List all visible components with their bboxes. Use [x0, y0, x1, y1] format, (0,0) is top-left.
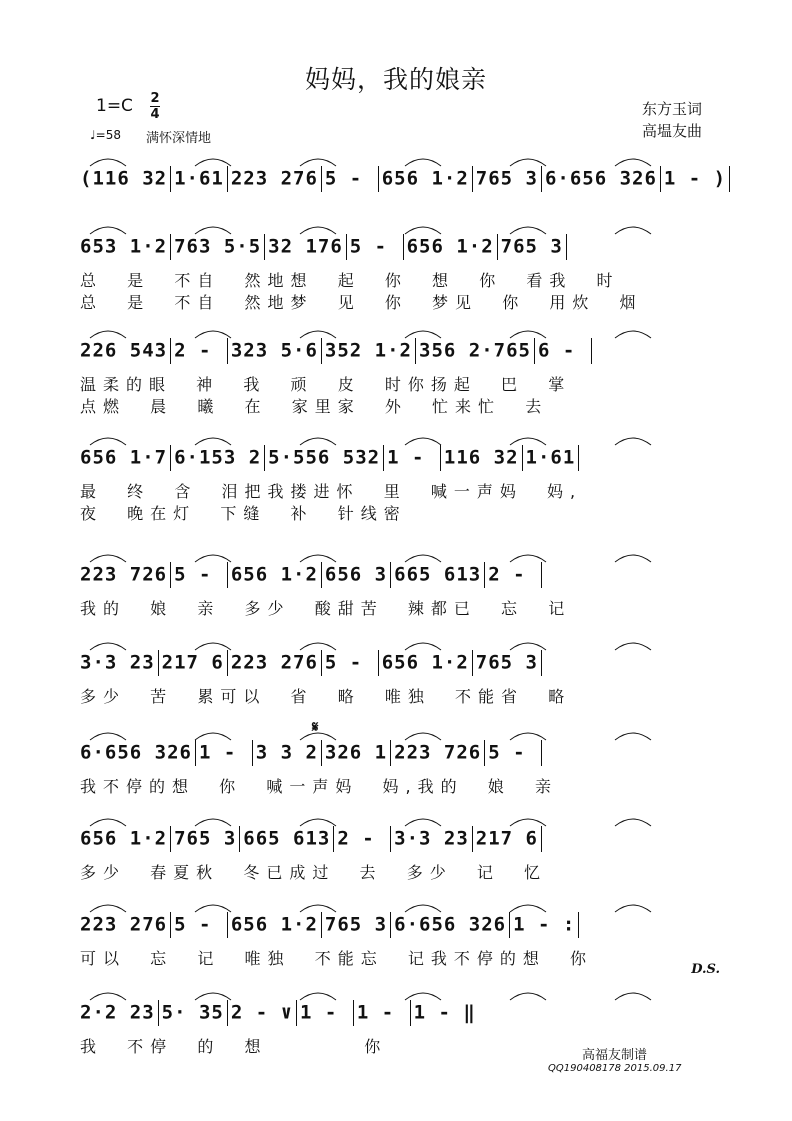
barline	[390, 826, 391, 852]
barline	[472, 650, 473, 676]
slur-arc	[615, 159, 651, 166]
time-signature	[150, 92, 160, 121]
barline	[333, 826, 334, 852]
lyricist-credit: 东方玉词	[641, 100, 702, 118]
jianpu-notes	[80, 740, 545, 766]
barline	[566, 234, 567, 260]
lyric-line: 多少 春夏秋 冬已成过 去 多少 记 忆	[80, 863, 548, 882]
measure: 656 1·2	[406, 235, 494, 258]
barline	[440, 445, 441, 471]
slur-arc	[90, 159, 126, 166]
barline	[321, 338, 322, 364]
barline	[378, 166, 379, 192]
barline	[321, 562, 322, 588]
measure: 223 276	[80, 913, 168, 936]
measure: 1 - :	[513, 913, 576, 936]
measure: 2 -	[337, 827, 388, 850]
segno-sign: 𝄋	[312, 718, 319, 736]
barline	[346, 234, 347, 260]
measure: 5 -	[488, 741, 538, 764]
measure: 656 1·2	[230, 563, 318, 586]
measure: 32 176	[268, 235, 343, 258]
lyric-line: 最 终 含 泪把我搂进怀 里 喊一声妈 妈,	[80, 482, 583, 501]
measure: 765 3	[475, 651, 538, 674]
barline	[403, 234, 404, 260]
barline	[195, 740, 196, 766]
measure: 2·2 23	[80, 1001, 155, 1024]
time-signature-bottom: 4	[150, 107, 160, 122]
lyric-line: 可以 忘 记 唯独 不能忘 记我不停的想 你	[80, 949, 594, 968]
barline	[170, 234, 171, 260]
measure: 217 6	[475, 827, 538, 850]
slur-arc	[90, 555, 126, 562]
slur-arc	[90, 733, 126, 740]
slur-arc	[300, 159, 336, 166]
slur-arc	[615, 819, 651, 826]
barline	[321, 740, 322, 766]
measure: 5·556 532	[268, 446, 381, 469]
measure: 765 3	[174, 827, 237, 850]
measure: 1 - ‖	[413, 1001, 476, 1024]
measure: 665 613	[243, 827, 331, 850]
measure: 217 6	[161, 651, 224, 674]
measure: 656 1·2	[230, 913, 318, 936]
slur-arc	[300, 331, 336, 338]
slur-arc	[405, 438, 441, 445]
barline	[227, 562, 228, 588]
slur-arc	[405, 993, 441, 1000]
slur-arc	[510, 438, 546, 445]
slur-arc	[615, 331, 651, 338]
slur-arc	[615, 905, 651, 912]
measure: 223 276	[230, 167, 318, 190]
lyric-line: 我不停的想 你 喊一声妈 妈,我的 娘 亲	[80, 777, 558, 796]
tempo-marking: ♩=58	[90, 128, 121, 142]
measure: 6·656 326	[544, 167, 657, 190]
measure: 1 -	[387, 446, 437, 469]
barline	[170, 562, 171, 588]
lyric-line: 多少 苦 累可以 省 略 唯独 不能省 略	[80, 687, 572, 706]
jianpu-notes	[80, 912, 582, 938]
measure: 226 543	[80, 339, 168, 362]
barline	[321, 166, 322, 192]
jianpu-notes	[80, 338, 595, 364]
barline	[264, 445, 265, 471]
barline	[158, 1000, 159, 1026]
measure: 3 3 2	[255, 741, 318, 764]
measure: 5 -	[324, 651, 375, 674]
measure: 5 -	[174, 913, 224, 936]
slur-arc	[300, 993, 336, 1000]
jianpu-notes	[80, 234, 570, 260]
slur-arc	[300, 438, 336, 445]
barline	[591, 338, 592, 364]
lyric-line: 我 不停 的 想 你	[80, 1037, 388, 1056]
slur-arc	[300, 643, 336, 650]
measure: 656 1·7	[80, 446, 168, 469]
slur-arc	[195, 331, 231, 338]
slur-arc	[300, 905, 336, 912]
slur-arc	[510, 733, 546, 740]
measure: 763 5·5	[174, 235, 262, 258]
barline	[484, 740, 485, 766]
barline	[170, 445, 171, 471]
barline	[390, 740, 391, 766]
barline	[296, 1000, 297, 1026]
barline	[534, 338, 535, 364]
slur-arc	[90, 993, 126, 1000]
measure: 223 726	[394, 741, 482, 764]
measure: 223 726	[80, 563, 168, 586]
slur-arc	[195, 159, 231, 166]
barline	[472, 166, 473, 192]
slur-arc	[195, 819, 231, 826]
transcriber-credit: 高福友制谱	[582, 1048, 648, 1063]
barline	[541, 166, 542, 192]
barline	[321, 650, 322, 676]
measure: 656 1·2	[80, 827, 168, 850]
slur-arc	[195, 555, 231, 562]
barline	[252, 740, 253, 766]
slur-arc	[510, 819, 546, 826]
slur-arc	[510, 227, 546, 234]
composer-credit: 高塭友曲	[641, 122, 702, 140]
slur-arc	[195, 993, 231, 1000]
lyric-line: 总 是 不自 然地梦 见 你 梦见 你 用炊 烟	[80, 293, 643, 312]
measure: 326 1	[324, 741, 388, 764]
jianpu-notes	[80, 562, 545, 588]
slur-arc	[405, 331, 441, 338]
slur-arc	[615, 643, 651, 650]
slur-arc	[195, 438, 231, 445]
slur-arc	[195, 905, 231, 912]
barline	[541, 740, 542, 766]
slur-arc	[405, 905, 441, 912]
measure: 656 3	[324, 563, 388, 586]
slur-arc	[615, 438, 651, 445]
lyric-line: 总 是 不自 然地想 起 你 想 你 看我 时	[80, 271, 620, 290]
slur-arc	[405, 643, 441, 650]
barline	[227, 912, 228, 938]
measure: 765 3	[475, 167, 538, 190]
measure: 356 2·765	[419, 339, 531, 362]
jianpu-notes	[80, 166, 733, 192]
barline	[264, 234, 265, 260]
barline	[484, 562, 485, 588]
barline	[410, 1000, 411, 1026]
slur-arc	[510, 905, 546, 912]
slur-arc	[300, 227, 336, 234]
slur-arc	[510, 331, 546, 338]
lyric-line: 我的 娘 亲 多少 酸甜苦 辣都已 忘 记	[80, 599, 572, 618]
barline	[472, 826, 473, 852]
measure: 1 -	[198, 741, 249, 764]
jianpu-notes	[80, 826, 545, 852]
slur-arc	[405, 227, 441, 234]
barline	[227, 650, 228, 676]
jianpu-notes	[80, 1000, 476, 1026]
jianpu-notes	[80, 445, 582, 471]
slur-arc	[405, 819, 441, 826]
slur-arc	[90, 227, 126, 234]
barline	[541, 650, 542, 676]
barline	[170, 912, 171, 938]
barline	[227, 338, 228, 364]
barline	[497, 234, 498, 260]
barline	[170, 166, 171, 192]
slur-arc	[300, 819, 336, 826]
barline	[227, 1000, 228, 1026]
barline	[509, 912, 510, 938]
slur-arc	[615, 733, 651, 740]
measure: 1·61	[525, 446, 576, 469]
barline	[578, 445, 579, 471]
measure: 1 - )	[663, 167, 727, 190]
measure: 653 1·2	[80, 235, 168, 258]
barline	[378, 650, 379, 676]
measure: 765 3	[500, 235, 563, 258]
measure: 2 - ∨	[230, 1001, 294, 1024]
measure: 6·656 326	[394, 913, 507, 936]
barline	[321, 912, 322, 938]
barline	[390, 562, 391, 588]
slur-arc	[510, 159, 546, 166]
measure: 5 -	[174, 563, 224, 586]
jianpu-notes	[80, 650, 545, 676]
barline	[170, 826, 171, 852]
barline	[158, 650, 159, 676]
barline	[390, 912, 391, 938]
measure: 3·3 23	[80, 651, 155, 674]
barline	[170, 338, 171, 364]
barline	[383, 445, 384, 471]
slur-arc	[405, 733, 441, 740]
slur-arc	[90, 905, 126, 912]
barline	[522, 445, 523, 471]
measure: 5· 35	[161, 1001, 224, 1024]
slur-arc	[615, 555, 651, 562]
barline	[660, 166, 661, 192]
slur-arc	[90, 643, 126, 650]
lyric-line: 夜 晚在灯 下缝 补 针线密	[80, 504, 407, 523]
barline	[729, 166, 730, 192]
measure: 2 -	[174, 339, 224, 362]
slur-arc	[195, 643, 231, 650]
measure: 5 -	[349, 235, 400, 258]
measure: 656 1·2	[381, 651, 469, 674]
slur-arc	[510, 993, 546, 1000]
expression-marking: 满怀深情地	[146, 131, 212, 146]
ds-marking: D.S.	[691, 962, 720, 977]
barline	[578, 912, 579, 938]
slur-arc	[615, 227, 651, 234]
slur-arc	[195, 733, 231, 740]
measure: 765 3	[324, 913, 388, 936]
measure: 6·656 326	[80, 741, 192, 764]
slur-arc	[195, 227, 231, 234]
barline	[415, 338, 416, 364]
slur-arc	[405, 159, 441, 166]
measure: 1·61	[174, 167, 224, 190]
slur-arc	[615, 993, 651, 1000]
slur-arc	[405, 555, 441, 562]
song-title: 妈妈，我的娘亲	[304, 65, 487, 94]
measure: 323 5·6	[230, 339, 318, 362]
measure: 1 -	[300, 1001, 350, 1024]
measure: 665 613	[394, 563, 482, 586]
measure: 5 -	[324, 167, 375, 190]
slur-arc	[90, 438, 126, 445]
measure: 2 -	[488, 563, 538, 586]
measure: (116 32	[80, 167, 168, 190]
slur-arc	[510, 555, 546, 562]
lyric-line: 点燃 晨 曦 在 家里家 外 忙来忙 去	[80, 397, 549, 416]
measure: 223 276	[230, 651, 318, 674]
measure: 656 1·2	[381, 167, 469, 190]
lyric-line: 温柔的眼 神 我 顽 皮 时你扬起 巴 掌	[80, 375, 572, 394]
slur-arc	[90, 331, 126, 338]
slur-arc	[300, 555, 336, 562]
slur-arc	[90, 819, 126, 826]
barline	[541, 826, 542, 852]
measure: 1 -	[356, 1001, 407, 1024]
slur-arc	[510, 643, 546, 650]
measure: 6 -	[537, 339, 588, 362]
barline	[353, 1000, 354, 1026]
contact-info: QQ190408178 2015.09.17	[548, 1063, 682, 1074]
measure: 352 1·2	[324, 339, 412, 362]
key-signature: 1=C	[96, 96, 133, 116]
barline	[227, 166, 228, 192]
measure: 116 32	[443, 446, 519, 469]
time-signature-top: 2	[150, 91, 160, 106]
measure: 6·153 2	[174, 446, 262, 469]
measure: 3·3 23	[394, 827, 469, 850]
barline	[239, 826, 240, 852]
barline	[541, 562, 542, 588]
